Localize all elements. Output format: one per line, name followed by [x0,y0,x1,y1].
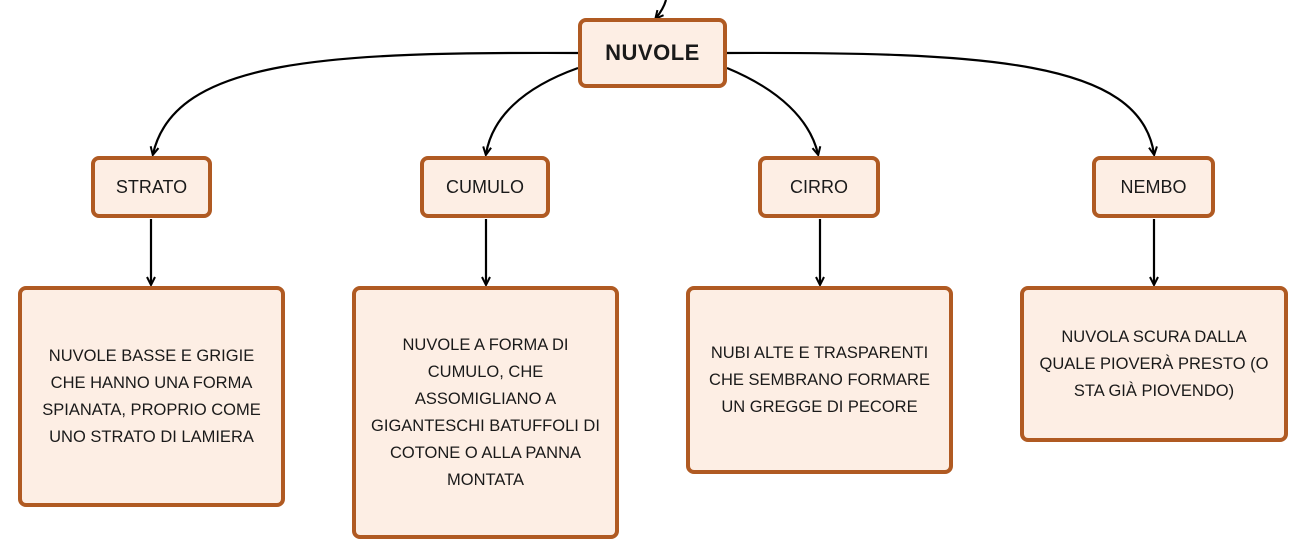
category-node-cumulo [420,156,550,218]
category-node-cirro [758,156,880,218]
category-node-nembo [1092,156,1215,218]
connector-root-cumulo [486,68,578,154]
connector-root-cirro [727,68,818,154]
category-label: CIRRO [790,176,848,197]
category-label: STRATO [115,176,188,197]
description-text: NUVOLA SCURA DALLA QUALE PIOVERÀ PRESTO (O STA GIÀ PIOVENDO) [1039,327,1269,400]
root-node-nuvole [578,18,727,88]
description-text: NUBI ALTE E TRASPARENTI CHE SEMBRANO FORMARE UN GREGGE DI PECORE [709,343,930,416]
category-label: NEMBO [1120,176,1187,197]
root-node-label: NUVOLE [605,40,700,65]
description-box-cirro [686,286,953,474]
description-box-strato [18,286,285,507]
description-box-nembo [1020,286,1288,442]
connector-root-nembo [727,53,1154,154]
description-text: NUVOLE BASSE E GRIGIE CHE HANNO UNA FORMA SPIANATA, PROPRIO COME UNO STRATO DI LAMIERA [42,346,261,446]
description-box-cumulo [352,286,619,539]
category-node-strato [91,156,212,218]
category-label: CUMULO [445,176,524,197]
incoming-connector [656,0,666,18]
description-text: NUVOLE A FORMA DI CUMULO, CHE ASSOMIGLIANO A GIGANTESCHI BATUFFOLI DI COTONE O ALLA PANNA MONTATA [371,335,600,489]
